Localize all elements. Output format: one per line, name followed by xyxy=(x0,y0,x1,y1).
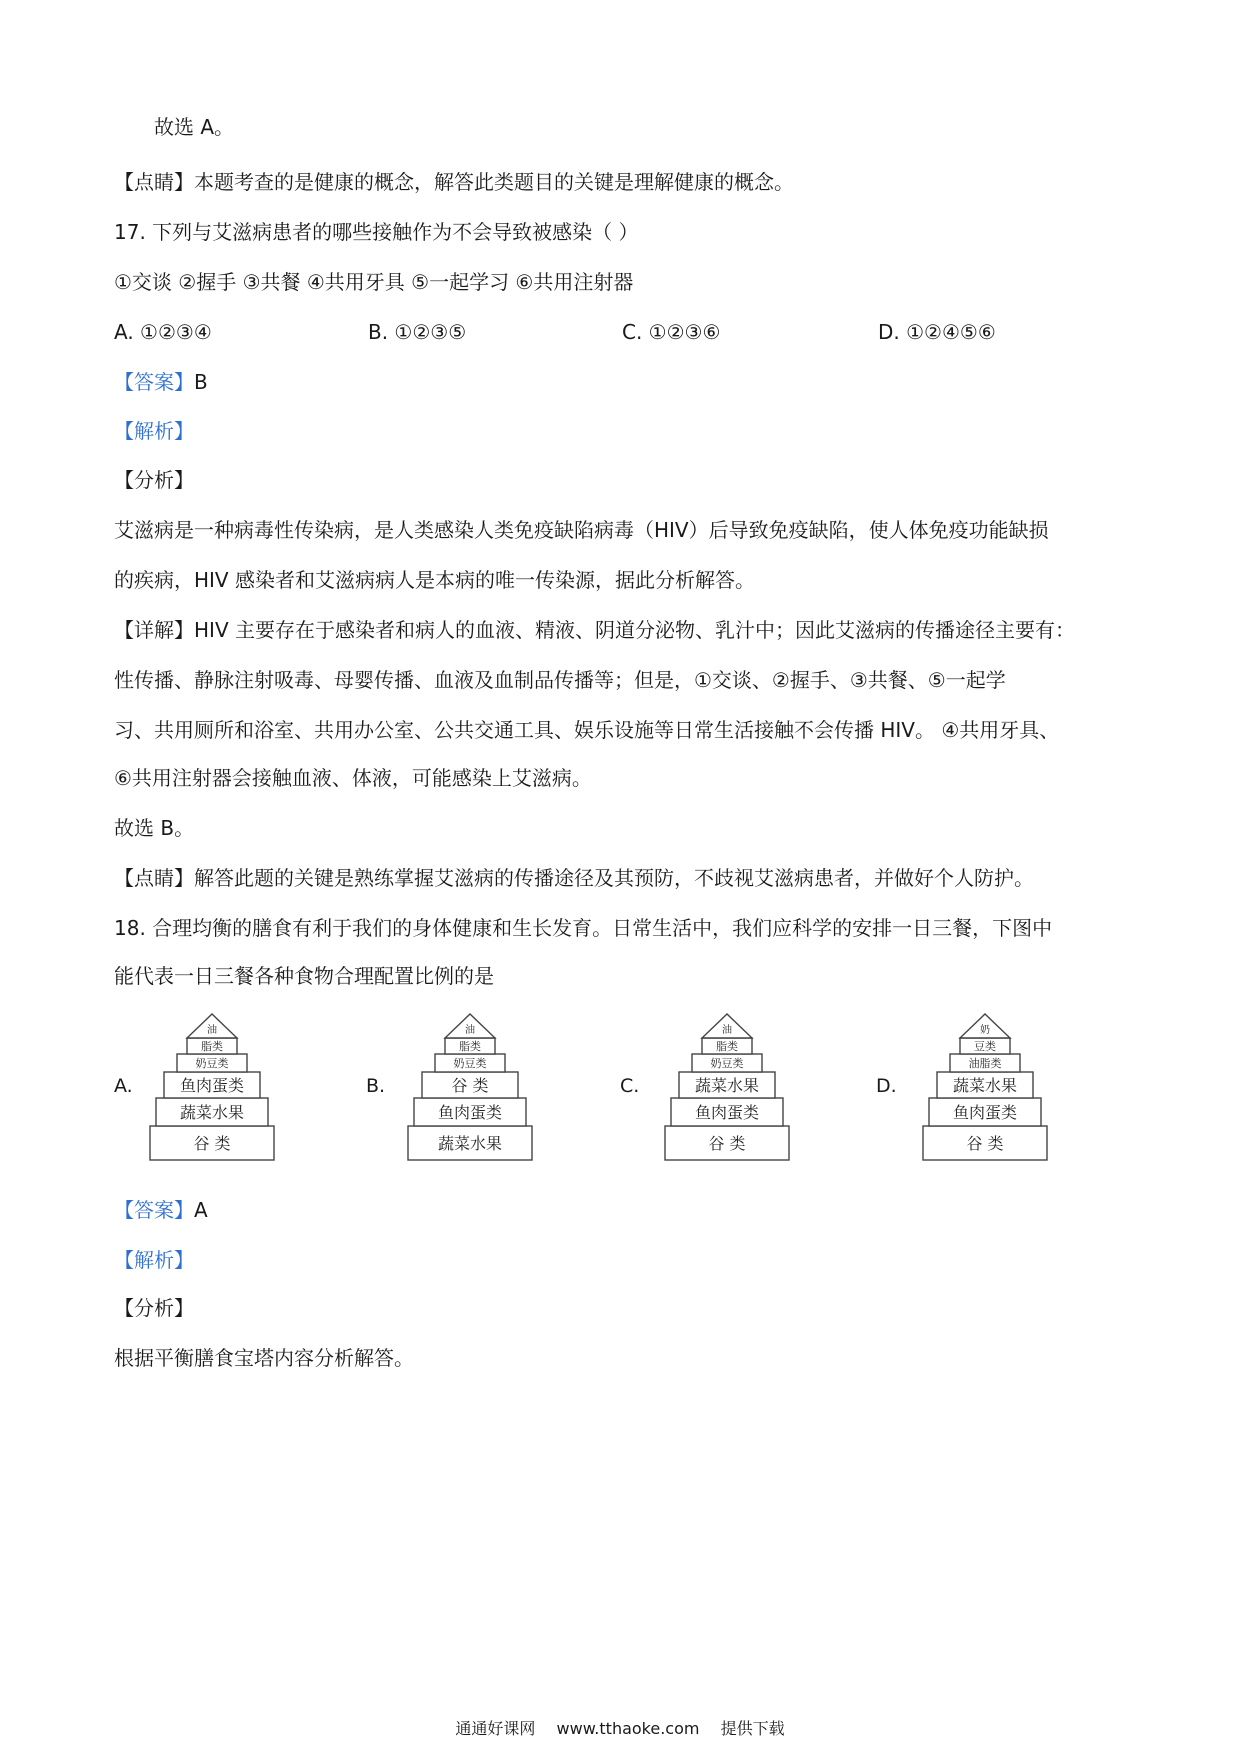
pyramid-tier-label: 豆类 xyxy=(974,1040,996,1053)
q18-fenxi-line-1: 根据平衡膳食宝塔内容分析解答。 xyxy=(114,1346,414,1370)
pyramid-tier-label: 脂类 xyxy=(201,1040,223,1053)
pyramid-label-a: A. xyxy=(114,1075,133,1097)
pyramid-tier-label: 脂类 xyxy=(459,1040,481,1053)
q17-fenxi-line-2: 的疾病，HIV 感染者和艾滋病病人是本病的唯一传染源，据此分析解答。 xyxy=(114,568,755,592)
pyramid-tier-label: 谷 类 xyxy=(193,1134,231,1153)
q17-option-c: C. ①②③⑥ xyxy=(622,320,721,344)
q18-stem-line-1: 18. 合理均衡的膳食有利于我们的身体健康和生长发育。日常生活中，我们应科学的安排一日三餐，下图中 xyxy=(114,916,1053,940)
food-pyramid xyxy=(665,1014,789,1160)
pyramid-tier-label: 奶豆类 xyxy=(710,1057,744,1070)
pyramid-apex-label: 油 xyxy=(465,1025,475,1036)
q17-items: ①交谈 ②握手 ③共餐 ④共用牙具 ⑤一起学习 ⑥共用注射器 xyxy=(114,270,634,294)
detail-text: HIV 主要存在于感染者和病人的血液、精液、阴道分泌物、乳汁中；因此艾滋病的传播途径主要有： xyxy=(194,618,1075,642)
page-footer xyxy=(0,1716,1240,1739)
footer-note: 提供下载 xyxy=(720,1719,785,1738)
q17-detail-line-1 xyxy=(114,616,1075,644)
pyramid-apex-label: 奶 xyxy=(980,1025,990,1036)
q17-option-d: D. ①②④⑤⑥ xyxy=(878,320,996,344)
q16-comment xyxy=(114,168,794,196)
q17-comment xyxy=(114,864,1034,892)
pyramid-tier-label: 奶豆类 xyxy=(195,1057,229,1070)
footer-url[interactable]: www.tthaoke.com xyxy=(556,1719,700,1738)
pyramid-label-b: B. xyxy=(366,1075,386,1097)
q17-stem: 17. 下列与艾滋病患者的哪些接触作为不会导致被感染（ ） xyxy=(114,220,639,244)
q17-choice-line: 故选 B。 xyxy=(114,816,195,840)
pyramid-tier-label: 脂类 xyxy=(716,1040,738,1053)
q18-fenxi-tag: 【分析】 xyxy=(114,1296,194,1320)
pyramid-apex-label: 油 xyxy=(722,1025,732,1036)
food-pyramid xyxy=(408,1014,532,1160)
q17-detail-line-4: ⑥共用注射器会接触血液、体液，可能感染上艾滋病。 xyxy=(114,766,592,790)
q17-detail-line-3: 习、共用厕所和浴室、共用办公室、公共交通工具、娱乐设施等日常生活接触不会传播 HIV。 ④共用牙具、 xyxy=(114,718,1060,742)
pyramid-tier-label: 蔬菜水果 xyxy=(437,1134,503,1153)
q17-detail-line-2: 性传播、静脉注射吸毒、母婴传播、血液及血制品传播等；但是，①交谈、②握手、③共餐、⑤一起学 xyxy=(114,668,1006,692)
q18-analysis-tag: 【解析】 xyxy=(114,1248,194,1272)
comment-text: 本题考查的是健康的概念，解答此类题目的关键是理解健康的概念。 xyxy=(194,170,794,194)
food-pyramid xyxy=(150,1014,274,1160)
q16-choice-line: 故选 A。 xyxy=(154,115,235,139)
comment-tag: 【点睛】 xyxy=(114,170,194,194)
pyramid-label-c: C. xyxy=(620,1075,640,1097)
q17-option-b: B. ①②③⑤ xyxy=(368,320,467,344)
q17-answer xyxy=(114,368,208,396)
q17-option-a: A. ①②③④ xyxy=(114,320,212,344)
pyramid-tier-label: 鱼肉蛋类 xyxy=(437,1103,503,1122)
q18-answer xyxy=(114,1196,208,1224)
q17-fenxi-tag: 【分析】 xyxy=(114,468,194,492)
pyramid-tier-label: 鱼肉蛋类 xyxy=(694,1103,760,1122)
answer-value: B xyxy=(194,370,208,394)
pyramid-label-d: D. xyxy=(876,1075,897,1097)
pyramid-tier-label: 鱼肉蛋类 xyxy=(952,1103,1018,1122)
pyramid-tier-label: 谷 类 xyxy=(708,1134,746,1153)
pyramid-tier-label: 蔬菜水果 xyxy=(952,1076,1018,1095)
pyramid-tier-label: 鱼肉蛋类 xyxy=(179,1076,245,1095)
food-pyramid xyxy=(923,1014,1047,1160)
detail-tag: 【详解】 xyxy=(114,618,194,642)
comment-text: 解答此题的关键是熟练掌握艾滋病的传播途径及其预防，不歧视艾滋病患者，并做好个人防护。 xyxy=(194,866,1034,890)
pyramid-apex-label: 油 xyxy=(207,1025,217,1036)
comment-tag: 【点睛】 xyxy=(114,866,194,890)
footer-site-name: 通通好课网 xyxy=(455,1719,536,1738)
pyramid-tier-label: 蔬菜水果 xyxy=(694,1076,760,1095)
pyramid-tier-label: 油脂类 xyxy=(968,1057,1002,1070)
pyramid-tier-label: 蔬菜水果 xyxy=(179,1103,245,1122)
q17-analysis-tag: 【解析】 xyxy=(114,419,194,443)
food-pyramids-figure xyxy=(0,1010,1240,1210)
pyramid-tier-label: 奶豆类 xyxy=(453,1057,487,1070)
answer-tag: 【答案】 xyxy=(114,1198,194,1222)
pyramid-tier-label: 谷 类 xyxy=(966,1134,1004,1153)
q18-stem-line-2: 能代表一日三餐各种食物合理配置比例的是 xyxy=(114,964,494,988)
q17-fenxi-line-1: 艾滋病是一种病毒性传染病，是人类感染人类免疫缺陷病毒（HIV）后导致免疫缺陷，使人体免疫功能缺损 xyxy=(114,518,1049,542)
pyramid-tier-label: 谷 类 xyxy=(451,1076,489,1095)
answer-value: A xyxy=(194,1198,208,1222)
answer-tag: 【答案】 xyxy=(114,370,194,394)
